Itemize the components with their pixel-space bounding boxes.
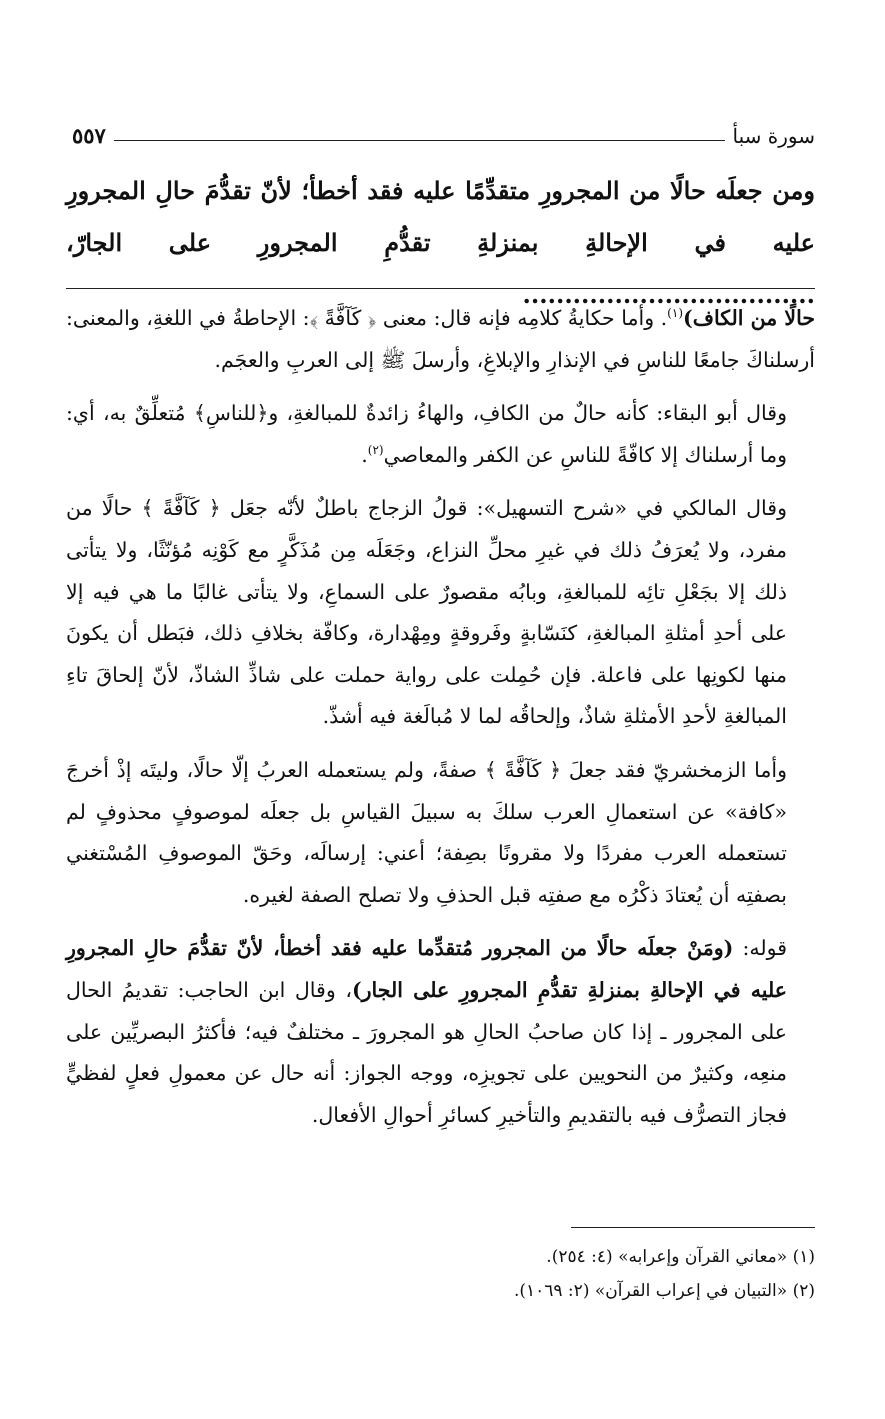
footnote-2: (٢) «التبيان في إعراب القرآن» (٢: ١٠٦٩).	[513, 1281, 815, 1301]
main-text: ومن جعلَه حالًا من المجرورِ متقدِّمًا عليه فقد أخطأ؛ لأنّ تقدُّمَ حالِ المجرورِ عليه في الإحالةِ بمنزلةِ تقدُّمِ المجرورِ على الجارّ،	[66, 176, 815, 257]
paragraph-text: . وأما حكايةُ كلامِه فإنه قال: معنى ﴿ كَآفَّةً ﴾: الإحاطةُ في اللغةِ، والمعنى: أرسلناكَ جامعًا للناسِ في الإنذارِ والإبلاغِ، وأرسلَ ﷺ إلى العربِ والعجَم.	[66, 306, 815, 372]
paragraph-text: وقال أبو البقاء: كأنه حالٌ من الكافِ، والهاءُ زائدةٌ للمبالغةِ، و﴿للناسِ﴾ مُتعلِّقٌ به، أي: وما أرسلناك إلا كافّةً للناسِ عن الكفر والمعاصي	[66, 401, 787, 467]
running-title: سورة سبأ	[732, 124, 815, 148]
paragraph-end: .	[361, 442, 368, 467]
commentary-paragraph-3	[66, 488, 815, 738]
commentary-paragraph-4	[66, 750, 815, 916]
quoted-main-text: (ومَنْ جعلَه حالًا من المجرور مُتقدِّما عليه فقد أخطأ، لأنّ تقدُّمَ حالِ المجرورِ عليه في الإحالةِ بمنزلةِ تقدُّمِ المجرورِ على الجار)	[66, 936, 787, 1002]
footnote-ref-2: (٢)	[367, 442, 384, 457]
footnotes	[66, 1240, 815, 1308]
footnote-separator	[571, 1227, 815, 1228]
paragraph-lead: قوله:	[733, 936, 787, 961]
footnote-1: (١) «معاني القرآن وإعرابه» (٤: ٢٥٤).	[546, 1247, 815, 1267]
commentary-separator	[66, 288, 815, 289]
paragraph-text: وأما الزمخشريّ فقد جعلَ ﴿ كَآفَّةً ﴾ صفةً، ولم يستعمله العربُ إلّا حالًا، وليتَه إذْ أخرجَ «كافة» عن استعمالِ العرب سلكَ به سبيلَ القياسِ بل جعلَه لموصوفٍ محذوفٍ لم تستعمله العرب مفردًا ولا مقرونًا بصِفة؛ أعني: إرسالَه، وحَقّ الموصوفِ المُسْتغني بصفتِه أن يُعتادَ ذكْرُه مع صفتِه قبل الحذفِ ولا تصلح الصفة لغيره.	[66, 757, 787, 907]
header-rule	[114, 140, 725, 141]
commentary	[66, 298, 815, 1148]
page-number: ٥٥٧	[72, 123, 106, 148]
page-header	[72, 118, 815, 148]
paragraph-text: وقال المالكي في «شرح التسهيل»: قولُ الزجاج باطلٌ لأنّه جعَل ﴿ كَآفَّةً ﴾ حالًا من مفرد، ولا يُعرَفُ ذلك في غيرِ محلِّ النزاع، وجَعَلَه مِن مُذَكَّرٍ مع كَوْنِه مُؤنّثًا، ولا يتأتى ذلك إلا بجَعْلِ تائِه للمبالغةِ، وبابُه مقصورٌ على السماعِ، ولا يتأتى غالبًا ما هي فيه إلا على أحدِ أمثلةِ المبالغةِ، كنَسّابةٍ وفَروقةٍ ومِهْدارة، وكافّة بخلافِ ذلك، فبَطل أن يكونَ منها لكونِها على فاعلة. فإن حُمِلت على رواية حملت على شاذِّ الشاذّ، لأنّ إلحاقَ تاءِ المبالغةِ لأحدِ الأمثلةِ شاذٌ، وإلحاقُه لما لا مُبالَغة فيه أشذّ.	[66, 496, 787, 729]
commentary-paragraph-5	[66, 928, 815, 1136]
paragraph-text: ، وقال ابن الحاجب: تقديمُ الحال على المجرور ـ إذا كان صاحبُ الحالِ هو المجرورَ ـ مختلفٌ فيه؛ فأكثرُ البصريِّين على منعِه، وكثيرٌ من النحويين على تجويزِه، ووجه الجواز: أنه حال عن معمولِ فعلٍ لفظيٍّ فجاز التصرُّف فيه بالتقديمِ والتأخيرِ كسائرِ أحوالِ الأفعال.	[66, 977, 787, 1127]
main-text-ellipsis: ...................................	[522, 280, 815, 309]
footnote-ref-1: (١)	[667, 306, 683, 321]
quoted-phrase: حالًا من الكاف)	[683, 306, 815, 330]
commentary-paragraph-2	[66, 393, 815, 476]
commentary-paragraph-1	[66, 298, 815, 381]
